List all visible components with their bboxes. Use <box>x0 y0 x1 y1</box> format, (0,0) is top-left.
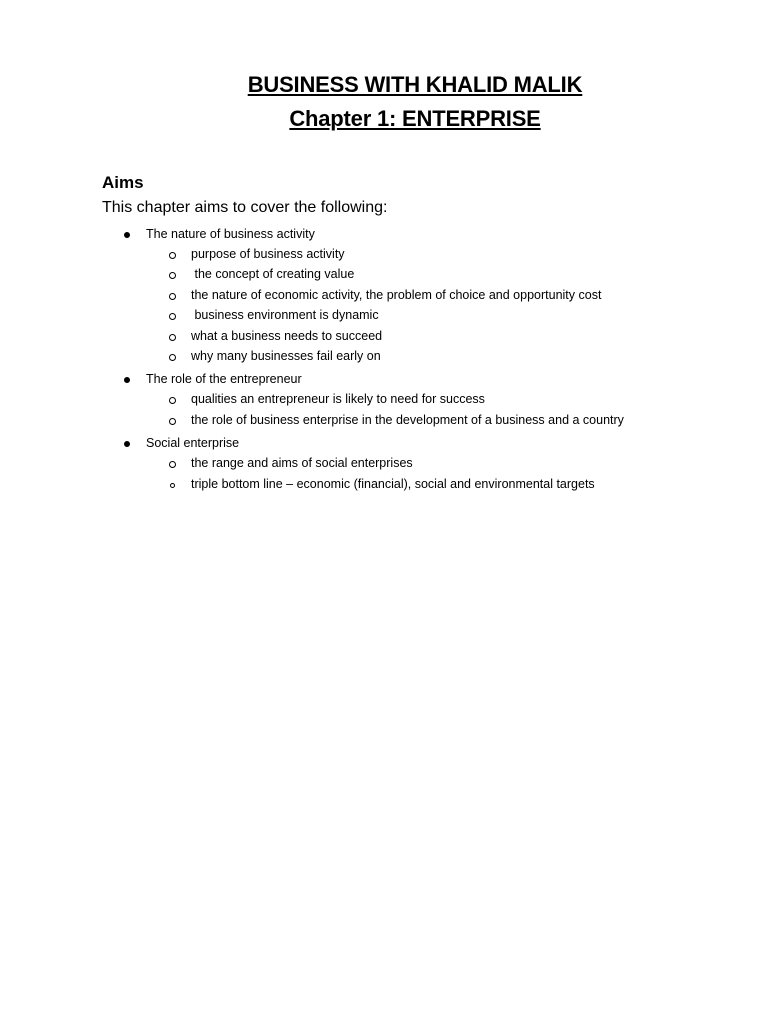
subtopic-item <box>0 476 768 495</box>
hollow-bullet-icon <box>169 272 176 279</box>
subtopic-item <box>0 455 768 475</box>
topic-label: Social enterprise <box>146 436 240 451</box>
topic-label: The role of the entrepreneur <box>146 372 302 387</box>
subtopic-item <box>0 266 768 286</box>
aims-heading: Aims <box>102 173 144 192</box>
hollow-bullet-icon <box>169 461 176 468</box>
chapter-title: Chapter 1: ENTERPRISE <box>289 106 541 131</box>
topic-label: The nature of business activity <box>146 227 315 241</box>
subtopic-label: the role of business enterprise in the development of a business and a country <box>191 412 624 427</box>
intro-text: This chapter aims to cover the following: <box>102 199 388 216</box>
subtopic-label: what a business needs to succeed <box>191 328 383 343</box>
subtopic-label: the concept of creating value <box>191 267 355 282</box>
topic-item <box>0 371 768 391</box>
topic-item <box>0 435 768 455</box>
subtopic-item <box>0 328 768 348</box>
subtopic-label: triple bottom line – economic (financial), social and environmental targets <box>191 476 595 491</box>
hollow-bullet-icon <box>170 483 175 488</box>
bullet-icon <box>124 441 130 447</box>
subtopic-label: why many businesses fail early on <box>191 348 381 363</box>
subtopic-label: business environment is dynamic <box>191 308 379 323</box>
subtopic-item <box>0 391 768 411</box>
subtopic-item <box>0 348 768 368</box>
hollow-bullet-icon <box>169 397 176 404</box>
subtopic-item <box>0 412 768 432</box>
hollow-bullet-icon <box>169 354 176 361</box>
subtopic-label: the range and aims of social enterprises <box>191 456 413 471</box>
document-title: BUSINESS WITH KHALID MALIK <box>247 72 583 97</box>
subtopic-item <box>0 246 768 266</box>
hollow-bullet-icon <box>169 252 176 259</box>
hollow-bullet-icon <box>169 418 176 425</box>
subtopic-label: qualities an entrepreneur is likely to need for success <box>191 392 485 407</box>
hollow-bullet-icon <box>169 293 176 300</box>
topic-item <box>0 226 768 246</box>
aims-outline <box>0 226 768 495</box>
hollow-bullet-icon <box>169 313 176 320</box>
hollow-bullet-icon <box>169 334 176 341</box>
subtopic-item <box>0 307 768 327</box>
bullet-icon <box>124 232 130 238</box>
bullet-icon <box>124 377 130 383</box>
subtopic-item <box>0 287 768 307</box>
subtopic-label: the nature of economic activity, the problem of choice and opportunity cost <box>191 287 602 302</box>
subtopic-label: purpose of business activity <box>191 247 345 261</box>
